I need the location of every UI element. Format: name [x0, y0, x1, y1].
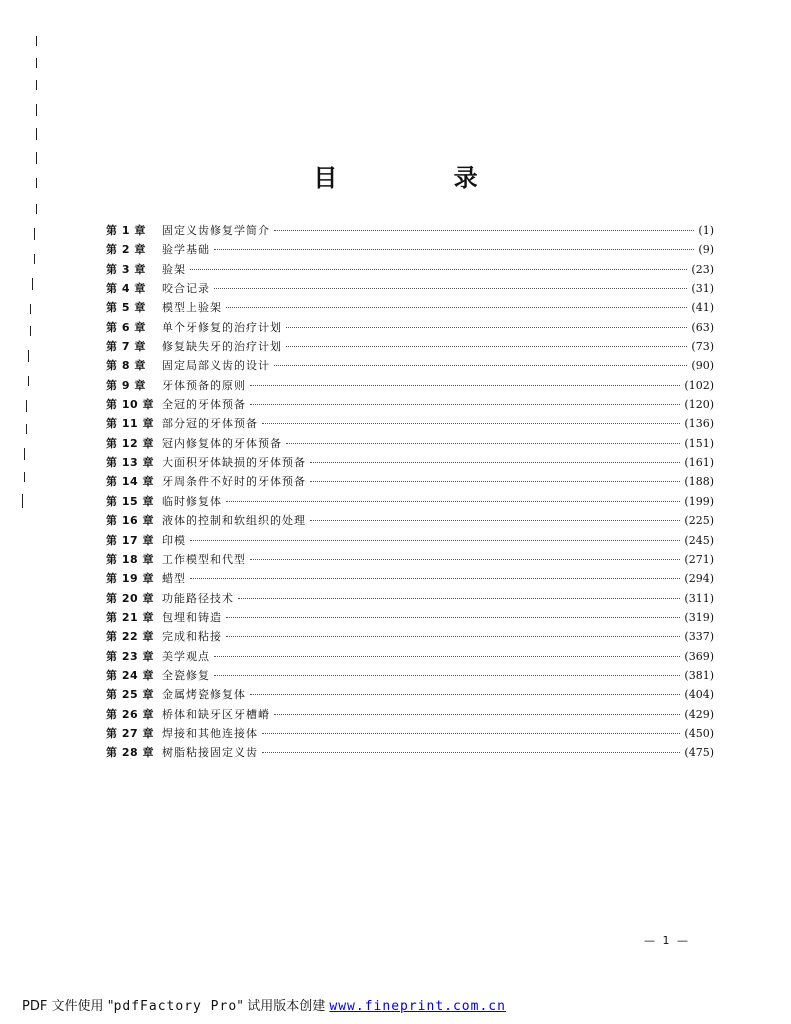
toc-page-number: (63) — [691, 320, 714, 334]
toc-dot-leader — [238, 598, 680, 599]
toc-chapter-title: 部分冠的牙体预备 — [162, 417, 258, 431]
toc-entry[interactable] — [106, 472, 714, 491]
toc-chapter-number: 第 23 章 — [106, 649, 154, 663]
toc-dot-leader — [190, 269, 687, 270]
toc-entry[interactable] — [106, 550, 714, 569]
toc-page-number: (31) — [691, 282, 714, 296]
toc-chapter-title: 全瓷修复 — [162, 668, 210, 682]
toc-page-number: (188) — [684, 475, 714, 489]
toc-dot-leader — [262, 752, 680, 753]
toc-dot-leader — [250, 559, 680, 560]
toc-chapter-title: 大面积牙体缺损的牙体预备 — [162, 456, 306, 470]
toc-dot-leader — [190, 578, 680, 579]
toc-chapter-number: 第 4 章 — [106, 282, 146, 296]
toc-page-number: (294) — [684, 572, 714, 586]
toc-dot-leader — [226, 501, 680, 502]
toc-chapter-number: 第 17 章 — [106, 533, 154, 547]
toc-page-number: (120) — [684, 398, 714, 412]
toc-entry[interactable] — [106, 279, 714, 298]
toc-chapter-title: 桥体和缺牙区牙槽嵴 — [162, 707, 270, 721]
toc-entry[interactable] — [106, 589, 714, 608]
toc-chapter-number: 第 3 章 — [106, 262, 146, 276]
toc-dot-leader — [226, 636, 680, 637]
toc-page-number: (102) — [684, 378, 714, 392]
footer-link[interactable]: www.fineprint.com.cn — [329, 999, 506, 1014]
toc-chapter-title: 验架 — [162, 262, 186, 276]
toc-entry[interactable] — [106, 724, 714, 743]
toc-page-number: (475) — [684, 746, 714, 760]
page-title: 目 录 — [313, 163, 532, 192]
toc-entry[interactable] — [106, 511, 714, 530]
toc-chapter-number: 第 24 章 — [106, 668, 154, 682]
toc-dot-leader — [214, 288, 687, 289]
toc-chapter-title: 固定义齿修复学简介 — [162, 224, 270, 237]
toc-entry[interactable] — [106, 492, 714, 511]
toc-chapter-title: 美学观点 — [162, 649, 210, 663]
toc-page-number: (73) — [691, 340, 714, 354]
toc-page-number: (41) — [691, 301, 714, 315]
toc-chapter-title: 临时修复体 — [162, 494, 222, 508]
toc-chapter-title: 树脂粘接固定义齿 — [162, 746, 258, 760]
toc-page-number: (450) — [684, 726, 714, 740]
toc-dot-leader — [310, 520, 680, 521]
toc-chapter-number: 第 1 章 — [106, 224, 146, 237]
toc-dot-leader — [226, 617, 680, 618]
toc-chapter-number: 第 20 章 — [106, 591, 154, 605]
toc-chapter-number: 第 15 章 — [106, 494, 154, 508]
toc-dot-leader — [250, 694, 680, 695]
toc-chapter-title: 金属烤瓷修复体 — [162, 688, 246, 702]
toc-chapter-title: 验学基础 — [162, 243, 210, 257]
toc-chapter-number: 第 21 章 — [106, 610, 154, 624]
toc-page-number: (319) — [684, 610, 714, 624]
toc-entry[interactable] — [106, 531, 714, 550]
toc-dot-leader — [310, 481, 680, 482]
toc-page-number: (199) — [684, 494, 714, 508]
toc-page-number: (311) — [684, 591, 714, 605]
toc-dot-leader — [286, 443, 680, 444]
toc-entry[interactable] — [106, 318, 714, 337]
toc-chapter-title: 牙体预备的原则 — [162, 378, 246, 392]
toc-chapter-number: 第 16 章 — [106, 514, 154, 528]
toc-chapter-number: 第 11 章 — [106, 417, 154, 431]
toc-chapter-number: 第 5 章 — [106, 301, 146, 315]
toc-dot-leader — [250, 385, 680, 386]
toc-page-number: (271) — [684, 552, 714, 566]
toc-chapter-number: 第 13 章 — [106, 456, 154, 470]
toc-page-number: (369) — [684, 649, 714, 663]
toc-chapter-number: 第 28 章 — [106, 746, 154, 760]
toc-chapter-number: 第 9 章 — [106, 378, 146, 392]
toc-dot-leader — [262, 733, 680, 734]
toc-chapter-title: 单个牙修复的治疗计划 — [162, 320, 282, 334]
toc-entry[interactable] — [106, 743, 714, 762]
toc-chapter-title: 冠内修复体的牙体预备 — [162, 436, 282, 450]
toc-chapter-title: 焊接和其他连接体 — [162, 726, 258, 740]
toc-chapter-title: 完成和粘接 — [162, 630, 222, 644]
toc-page-number: (1) — [698, 224, 714, 237]
toc-page-number: (136) — [684, 417, 714, 431]
toc-entry[interactable] — [106, 608, 714, 627]
toc-chapter-title: 固定局部义齿的设计 — [162, 359, 270, 373]
toc-chapter-title: 包埋和铸造 — [162, 610, 222, 624]
page-number: — 1 — — [644, 934, 690, 947]
toc-chapter-title: 液体的控制和软组织的处理 — [162, 514, 306, 528]
toc-page-number: (225) — [684, 514, 714, 528]
toc-dot-leader — [214, 656, 680, 657]
toc-entry[interactable] — [106, 240, 714, 259]
toc-entry[interactable] — [106, 414, 714, 433]
toc-page-number: (151) — [684, 436, 714, 450]
toc-entry[interactable] — [106, 221, 714, 240]
toc-entry[interactable] — [106, 298, 714, 317]
toc-dot-leader — [310, 462, 680, 463]
toc-page-number: (161) — [684, 456, 714, 470]
toc-dot-leader — [286, 327, 687, 328]
toc-chapter-number: 第 19 章 — [106, 572, 154, 586]
toc-page-number: (9) — [698, 243, 714, 257]
toc-page-number: (337) — [684, 630, 714, 644]
toc-chapter-number: 第 26 章 — [106, 707, 154, 721]
toc-dot-leader — [274, 714, 680, 715]
toc-dot-leader — [274, 365, 687, 366]
toc-chapter-number: 第 8 章 — [106, 359, 146, 373]
toc-dot-leader — [286, 346, 687, 347]
toc-chapter-number: 第 22 章 — [106, 630, 154, 644]
toc-page-number: (429) — [684, 707, 714, 721]
toc-chapter-title: 全冠的牙体预备 — [162, 398, 246, 412]
toc-entry[interactable] — [106, 395, 714, 414]
toc-chapter-title: 模型上验架 — [162, 301, 222, 315]
toc-dot-leader — [190, 540, 680, 541]
toc-chapter-title: 工作模型和代型 — [162, 552, 246, 566]
toc-entry[interactable] — [106, 376, 714, 395]
toc-chapter-number: 第 27 章 — [106, 726, 154, 740]
toc-page-number: (381) — [684, 668, 714, 682]
toc-chapter-title: 蜡型 — [162, 572, 186, 586]
toc-chapter-number: 第 7 章 — [106, 340, 146, 354]
toc-entry[interactable] — [106, 337, 714, 356]
toc-chapter-number: 第 6 章 — [106, 320, 146, 334]
toc-page-number: (23) — [691, 262, 714, 276]
toc-chapter-title: 修复缺失牙的治疗计划 — [162, 340, 282, 354]
footer-brand: pdfFactory Pro — [113, 999, 238, 1014]
toc-chapter-number: 第 2 章 — [106, 243, 146, 257]
footer-middle: " 试用版本创建 — [237, 999, 330, 1014]
toc-chapter-number: 第 12 章 — [106, 436, 154, 450]
table-of-contents — [106, 221, 714, 763]
toc-dot-leader — [250, 404, 680, 405]
toc-entry[interactable] — [106, 666, 714, 685]
toc-dot-leader — [262, 423, 680, 424]
toc-entry[interactable] — [106, 434, 714, 453]
toc-chapter-number: 第 25 章 — [106, 688, 154, 702]
toc-entry[interactable] — [106, 627, 714, 646]
toc-entry[interactable] — [106, 356, 714, 375]
toc-chapter-title: 牙周条件不好时的牙体预备 — [162, 475, 306, 489]
toc-entry[interactable] — [106, 260, 714, 279]
toc-chapter-number: 第 14 章 — [106, 475, 154, 489]
toc-chapter-number: 第 18 章 — [106, 552, 154, 566]
toc-chapter-title: 咬合记录 — [162, 282, 210, 296]
toc-entry[interactable] — [106, 569, 714, 588]
toc-dot-leader — [214, 675, 680, 676]
toc-page-number: (245) — [684, 533, 714, 547]
toc-chapter-title: 功能路径技术 — [162, 591, 234, 605]
pdf-creator-footer — [22, 995, 506, 1014]
toc-dot-leader — [214, 249, 694, 250]
toc-entry[interactable] — [106, 453, 714, 472]
toc-chapter-number: 第 10 章 — [106, 398, 154, 412]
scan-edge-marks — [0, 0, 60, 540]
toc-entry[interactable] — [106, 685, 714, 704]
toc-dot-leader — [274, 230, 694, 231]
toc-entry[interactable] — [106, 647, 714, 666]
toc-entry[interactable] — [106, 705, 714, 724]
toc-chapter-title: 印模 — [162, 533, 186, 547]
toc-dot-leader — [226, 307, 687, 308]
toc-page-number: (90) — [691, 359, 714, 373]
footer-prefix: PDF 文件使用 " — [22, 999, 114, 1014]
toc-page-number: (404) — [684, 688, 714, 702]
